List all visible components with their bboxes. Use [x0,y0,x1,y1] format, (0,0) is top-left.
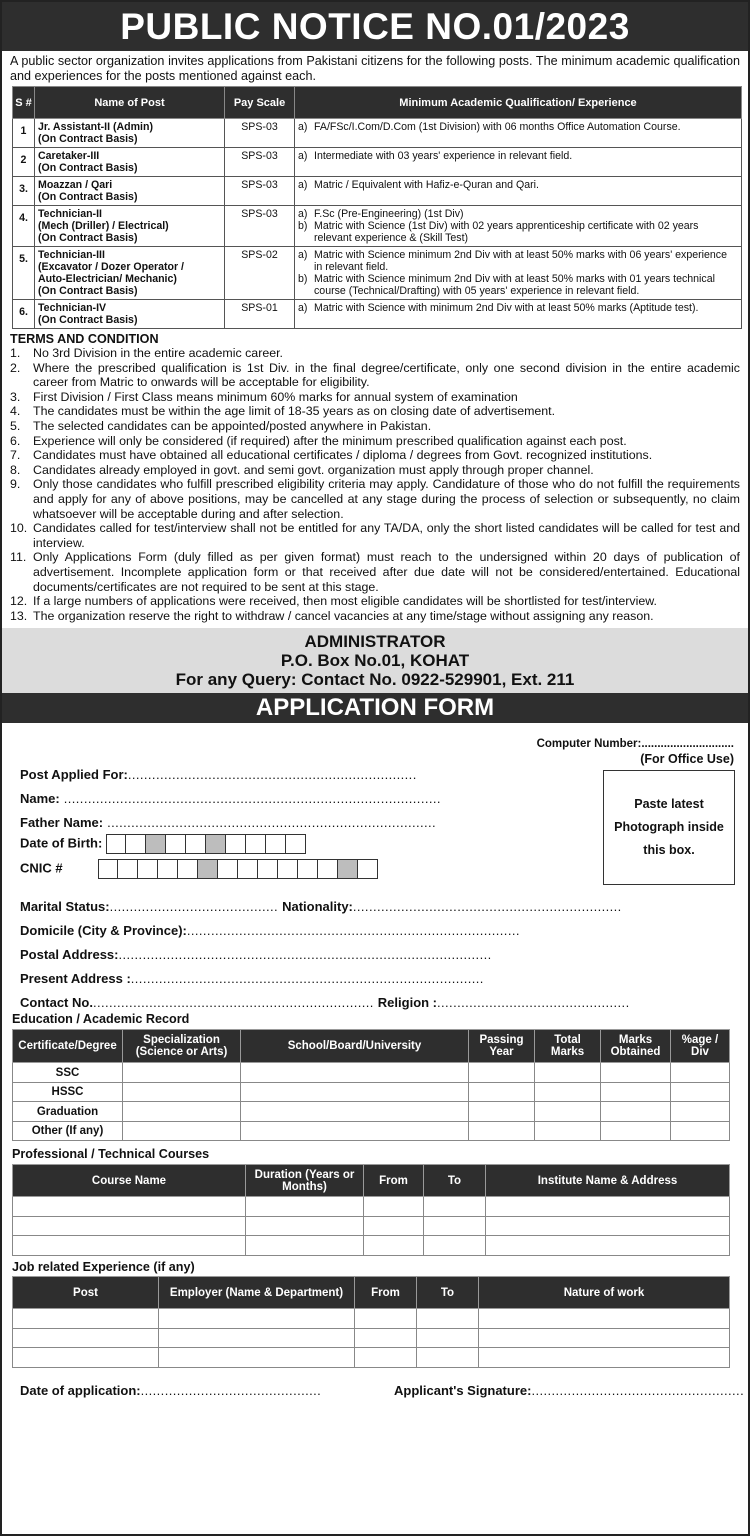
entry-cell[interactable] [601,1102,671,1122]
qualification [295,119,742,148]
photo-text-1: Paste latest [634,797,704,812]
qual-text: FA/FSc/I.Com/D.Com (1st Division) with 06 months Office Automation Course. [314,121,681,133]
term-item [10,594,740,609]
entry-cell[interactable] [159,1328,355,1348]
domicile-row[interactable]: Domicile (City & Province):................................................................................... [20,923,520,939]
pay-scale: SPS-01 [225,300,295,329]
qual-letter: b) [298,273,308,285]
entry-cell[interactable] [364,1216,424,1236]
marital-row[interactable]: Marital Status:.......................................... Nationality:................................................................... [20,899,622,915]
entry-cell[interactable] [469,1121,535,1141]
entry-cell[interactable] [355,1309,417,1329]
entry-cell[interactable] [241,1063,469,1083]
entry-cell[interactable] [479,1348,730,1368]
father-name-label: Father Name: [20,815,104,831]
pay-scale: SPS-02 [225,247,295,300]
table-row [13,1348,730,1368]
notice-title: PUBLIC NOTICE NO.01/2023 [2,2,748,51]
dob-boxes[interactable] [106,834,306,854]
entry-box[interactable] [138,859,158,879]
post-row [13,119,742,148]
entry-cell[interactable] [246,1216,364,1236]
entry-box[interactable] [118,859,138,879]
entry-cell[interactable] [424,1216,486,1236]
column-header: Certificate/Degree [13,1030,123,1063]
qualification [295,206,742,247]
qualification [295,300,742,329]
serial-number: 2 [13,148,35,177]
qualification-a [298,150,738,162]
admin-contact: For any Query: Contact No. 0922-529901, Ext. 211 [175,670,575,690]
education-table [12,1029,730,1141]
post-name-line: (Excavator / Dozer Operator / [38,261,185,273]
qual-letter: b) [298,220,308,232]
terms-heading: TERMS AND CONDITION [10,332,159,346]
entry-box[interactable] [318,859,338,879]
column-header: School/Board/University [241,1030,469,1063]
entry-cell[interactable] [671,1121,730,1141]
post-row [13,206,742,247]
term-item [10,346,740,361]
term-number: 4. [10,404,21,419]
entry-box[interactable] [238,859,258,879]
table-row [13,1197,730,1217]
signature-row[interactable]: Applicant's Signature:..................................................... [394,1383,745,1399]
administrator-block [2,628,748,693]
qualification-b [298,220,738,244]
term-text: The selected candidates can be appointed/posted anywhere in Pakistan. [33,418,432,433]
serial-number: 1 [13,119,35,148]
date-of-application-row[interactable]: Date of application:............................................. [20,1383,322,1399]
column-header: Employer (Name & Department) [159,1277,355,1309]
entry-cell[interactable] [13,1328,159,1348]
post-name [35,247,225,300]
table-row [13,1216,730,1236]
entry-cell[interactable] [364,1197,424,1217]
entry-box[interactable] [198,859,218,879]
term-item [10,434,740,449]
post-name [35,148,225,177]
domicile-label: Domicile (City & Province): [20,923,187,939]
qualification-a [298,249,738,273]
term-number: 3. [10,389,21,404]
term-text: Only Applications Form (duly filled as per given format) must reach to the undersigned within 20 days of publication of advertisement. Incomplete application form or that received after due date will not be considered/entertained. Educational documents/certificates are not required to be sent at this stage. [33,550,740,594]
term-number: 6. [10,433,21,448]
post-name-line: (On Contract Basis) [38,314,138,326]
entry-cell[interactable] [601,1082,671,1102]
entry-box[interactable] [206,834,226,854]
table-row [13,1236,730,1256]
entry-cell[interactable] [535,1121,601,1141]
col-post: Name of Post [35,87,225,119]
entry-cell[interactable] [601,1121,671,1141]
qual-text: Matric with Science with minimum 2nd Div with at least 50% marks (Aptitude test). [314,302,699,314]
entry-box[interactable] [258,859,278,879]
post-name-line: Technician-III [38,249,105,261]
term-text: Candidates called for test/interview shall not be entitled for any TA/DA, only the short listed candidates will be called for test and interview. [33,521,740,550]
column-header: From [355,1277,417,1309]
pay-scale: SPS-03 [225,148,295,177]
present-label: Present Address : [20,971,131,987]
entry-box[interactable] [286,834,306,854]
entry-box[interactable] [226,834,246,854]
col-qualification: Minimum Academic Qualification/ Experience [295,87,742,119]
entry-box[interactable] [358,859,378,879]
post-name-line: (Mech (Driller) / Electrical) [38,220,169,232]
serial-number: 5. [13,247,35,300]
term-number: 9. [10,477,21,492]
term-item [10,521,740,550]
entry-cell[interactable] [424,1236,486,1256]
name-row[interactable]: Name: .............................................................................................. [20,791,441,807]
serial-number: 4. [13,206,35,247]
entry-cell[interactable] [417,1348,479,1368]
post-name-line: (On Contract Basis) [38,133,138,145]
term-item [10,390,740,405]
term-text: First Division / First Class means minimum 60% marks for annual system of examination [33,389,518,404]
qualification-b [298,273,738,297]
qualification-a [298,121,738,133]
term-item [10,419,740,434]
qualification [295,247,742,300]
admin-address: P.O. Box No.01, KOHAT [280,651,470,671]
entry-cell[interactable] [123,1102,241,1122]
column-header: To [417,1277,479,1309]
entry-box[interactable] [146,834,166,854]
entry-cell[interactable] [424,1197,486,1217]
post-name [35,300,225,329]
pay-scale: SPS-03 [225,119,295,148]
column-header: Marks Obtained [601,1030,671,1063]
post-name-line: (On Contract Basis) [38,232,138,244]
entry-box[interactable] [166,834,186,854]
notice-intro: A public sector organization invites applications from Pakistani citizens for the following posts. The minimum academic qualification and experiences for the posts mentioned against each. [10,54,740,83]
degree-cell: HSSC [13,1082,123,1102]
entry-cell[interactable] [479,1328,730,1348]
post-name-line: Technician-II [38,208,102,220]
table-row [13,1328,730,1348]
entry-cell[interactable] [535,1082,601,1102]
post-row [13,247,742,300]
term-text: Candidates must have obtained all educational certificates / diploma / degrees from Govt. recognized institutions. [33,448,653,463]
entry-box[interactable] [266,834,286,854]
post-applied-row[interactable]: Post Applied For:........................................................................ [20,767,417,783]
entry-cell[interactable] [479,1309,730,1329]
column-header: Specialization (Science or Arts) [123,1030,241,1063]
term-number: 12. [10,594,28,609]
term-number: 10. [10,521,28,536]
entry-cell[interactable] [246,1197,364,1217]
term-text: The candidates must be within the age limit of 18-35 years as on closing date of advertisement. [33,404,556,419]
entry-cell[interactable] [13,1216,246,1236]
term-text: Experience will only be considered (if required) after the minimum prescribed qualification against each post. [33,433,627,448]
father-name-row[interactable]: Father Name: .................................................................................. [20,815,437,831]
qual-text: Intermediate with 03 years' experience in relevant field. [314,150,573,162]
entry-cell[interactable] [486,1236,730,1256]
qual-letter: a) [298,179,308,191]
post-name-line: Caretaker-III [38,150,100,162]
qualification [295,148,742,177]
entry-cell[interactable] [535,1102,601,1122]
post-applied-label: Post Applied For: [20,767,128,783]
qual-text: Matric with Science minimum 2nd Div with at least 50% marks with 06 years' experience in relevant field. [314,249,727,273]
cnic-boxes[interactable] [98,859,378,879]
entry-cell[interactable] [241,1121,469,1141]
post-row [13,148,742,177]
serial-number: 6. [13,300,35,329]
post-row [13,177,742,206]
table-row [13,1082,730,1102]
column-header: Nature of work [479,1277,730,1309]
entry-cell[interactable] [417,1328,479,1348]
cnic-label: CNIC # [20,860,63,876]
qualification-a [298,302,738,314]
religion-label: Religion : [377,995,438,1011]
term-text: No 3rd Division in the entire academic career. [33,346,283,360]
dob-row[interactable] [20,834,306,854]
term-item [10,448,740,463]
column-header: Duration (Years or Months) [246,1165,364,1197]
entry-box[interactable] [178,859,198,879]
qual-letter: a) [298,302,308,314]
experience-table [12,1276,730,1368]
entry-cell[interactable] [355,1328,417,1348]
signature-label: Applicant's Signature: [394,1383,532,1399]
entry-cell[interactable] [469,1063,535,1083]
degree-cell: Other (If any) [13,1121,123,1141]
experience-heading: Job related Experience (if any) [12,1260,195,1275]
column-header: Total Marks [535,1030,601,1063]
entry-box[interactable] [158,859,178,879]
qual-text: Matric with Science (1st Div) with 02 years apprenticeship certificate with 02 years relevant experience & (Skill Test) [314,220,699,244]
term-text: Where the prescribed qualification is 1st Div. in the final degree/certificate, only one second division in the entire academic career from Matric to onwards will be acceptable for eligibility. [33,360,740,390]
term-item [10,404,740,419]
serial-number: 3. [13,177,35,206]
term-text: The organization reserve the right to withdraw / cancel vacancies at any time/stage without assigning any reason. [33,608,654,623]
photo-text-2: Photograph inside [614,820,724,835]
qual-letter: a) [298,150,308,162]
qualification-a [298,208,738,220]
col-scale: Pay Scale [225,87,295,119]
entry-cell[interactable] [13,1348,159,1368]
degree-cell: Graduation [13,1102,123,1122]
posts-table [12,86,742,329]
term-item [10,609,740,624]
term-number: 13. [10,608,28,623]
entry-box[interactable] [106,834,126,854]
entry-box[interactable] [246,834,266,854]
computer-number-label: Computer Number:............................. [536,738,734,751]
entry-cell[interactable] [159,1348,355,1368]
column-header: Institute Name & Address [486,1165,730,1197]
marital-label: Marital Status: [20,899,110,915]
qualification [295,177,742,206]
post-name-line: (On Contract Basis) [38,191,138,203]
post-name-line: Auto-Electrician/ Mechanic) [38,273,177,285]
present-row[interactable]: Present Address :........................................................................................ [20,971,484,987]
entry-cell[interactable] [486,1197,730,1217]
table-row [13,1102,730,1122]
column-header: Course Name [13,1165,246,1197]
term-number: 1. [10,346,21,360]
entry-box[interactable] [126,834,146,854]
entry-cell[interactable] [123,1082,241,1102]
education-heading: Education / Academic Record [12,1012,190,1027]
qualification-a [298,179,738,191]
table-row [13,1121,730,1141]
contact-row[interactable]: Contact No....................................................................... Religion :................................................ [20,995,630,1011]
entry-cell[interactable] [417,1309,479,1329]
qual-letter: a) [298,121,308,133]
post-name-line: Moazzan / Qari [38,179,113,191]
qual-text: Matric with Science minimum 2nd Div with at least 50% marks with 01 years technical course (Technical/Drafting) with 05 years' experience in relevant field. [314,273,715,297]
post-name [35,206,225,247]
entry-box[interactable] [278,859,298,879]
entry-cell[interactable] [123,1063,241,1083]
entry-cell[interactable] [123,1121,241,1141]
entry-cell[interactable] [246,1236,364,1256]
date-of-application-label: Date of application: [20,1383,141,1399]
pay-scale: SPS-03 [225,177,295,206]
column-header: From [364,1165,424,1197]
entry-cell[interactable] [535,1063,601,1083]
term-text: Candidates already employed in govt. and semi govt. organization must apply through proper channel. [33,462,594,477]
column-header: %age / Div [671,1030,730,1063]
qual-text: F.Sc (Pre-Engineering) (1st Div) [314,208,464,220]
courses-heading: Professional / Technical Courses [12,1147,210,1162]
entry-cell[interactable] [13,1197,246,1217]
dob-label: Date of Birth: [20,835,103,851]
col-sn: S # [13,87,35,119]
entry-cell[interactable] [241,1082,469,1102]
entry-box[interactable] [98,859,118,879]
entry-cell[interactable] [355,1348,417,1368]
contact-label: Contact No. [20,995,93,1011]
entry-cell[interactable] [671,1102,730,1122]
cnic-row[interactable] [20,859,378,879]
entry-cell[interactable] [241,1102,469,1122]
entry-box[interactable] [298,859,318,879]
terms-list [2,346,748,623]
entry-cell[interactable] [671,1063,730,1083]
entry-box[interactable] [218,859,238,879]
table-row [13,1063,730,1083]
entry-cell[interactable] [671,1082,730,1102]
term-number: 11. [10,550,27,565]
qual-letter: a) [298,249,308,261]
form-title: APPLICATION FORM [2,693,748,723]
term-text: If a large numbers of applications were received, then most eligible candidates will be shortlisted for test/interview. [33,594,657,609]
qual-text: Matric / Equivalent with Hafiz-e-Quran and Qari. [314,179,539,191]
post-name-line: (On Contract Basis) [38,162,138,174]
entry-box[interactable] [338,859,358,879]
post-name [35,119,225,148]
column-header: Passing Year [469,1030,535,1063]
post-name [35,177,225,206]
term-number: 5. [10,418,21,433]
office-use-label: (For Office Use) [640,752,734,767]
courses-table [12,1164,730,1256]
name-label: Name: [20,791,60,807]
post-name-line: (On Contract Basis) [38,285,138,297]
term-item [10,361,740,390]
computer-number [537,737,734,766]
postal-label: Postal Address: [20,947,119,963]
column-header: To [424,1165,486,1197]
post-name-line: Technician-IV [38,302,107,314]
photo-text-3: this box. [643,843,695,858]
entry-cell[interactable] [469,1082,535,1102]
nationality-label: Nationality: [282,899,353,915]
entry-cell[interactable] [364,1236,424,1256]
entry-cell[interactable] [13,1309,159,1329]
qual-letter: a) [298,208,308,220]
degree-cell: SSC [13,1063,123,1083]
application-form [2,723,748,1411]
table-row [13,1309,730,1329]
entry-cell[interactable] [13,1236,246,1256]
entry-cell[interactable] [469,1102,535,1122]
postal-row[interactable]: Postal Address:............................................................................................. [20,947,492,963]
term-number: 7. [10,448,21,463]
admin-title: ADMINISTRATOR [304,632,446,652]
term-number: 8. [10,462,21,477]
entry-box[interactable] [186,834,206,854]
term-item [10,477,740,521]
term-item [10,550,740,594]
entry-cell[interactable] [486,1216,730,1236]
post-name-line: Jr. Assistant-II (Admin) [38,121,153,133]
photo-box [603,770,735,885]
entry-cell[interactable] [601,1063,671,1083]
term-number: 2. [10,360,21,375]
column-header: Post [13,1277,159,1309]
term-item [10,463,740,478]
pay-scale: SPS-03 [225,206,295,247]
term-text: Only those candidates who fulfill prescribed eligibility criteria may apply. Candidature of those who do not fulfill the requirements and apply for any of above positions, may be cancelled at any stage during the process of selection or subsequently, no claim whatsoever will be acceptable during and after selection. [33,477,740,521]
post-row [13,300,742,329]
entry-cell[interactable] [159,1309,355,1329]
